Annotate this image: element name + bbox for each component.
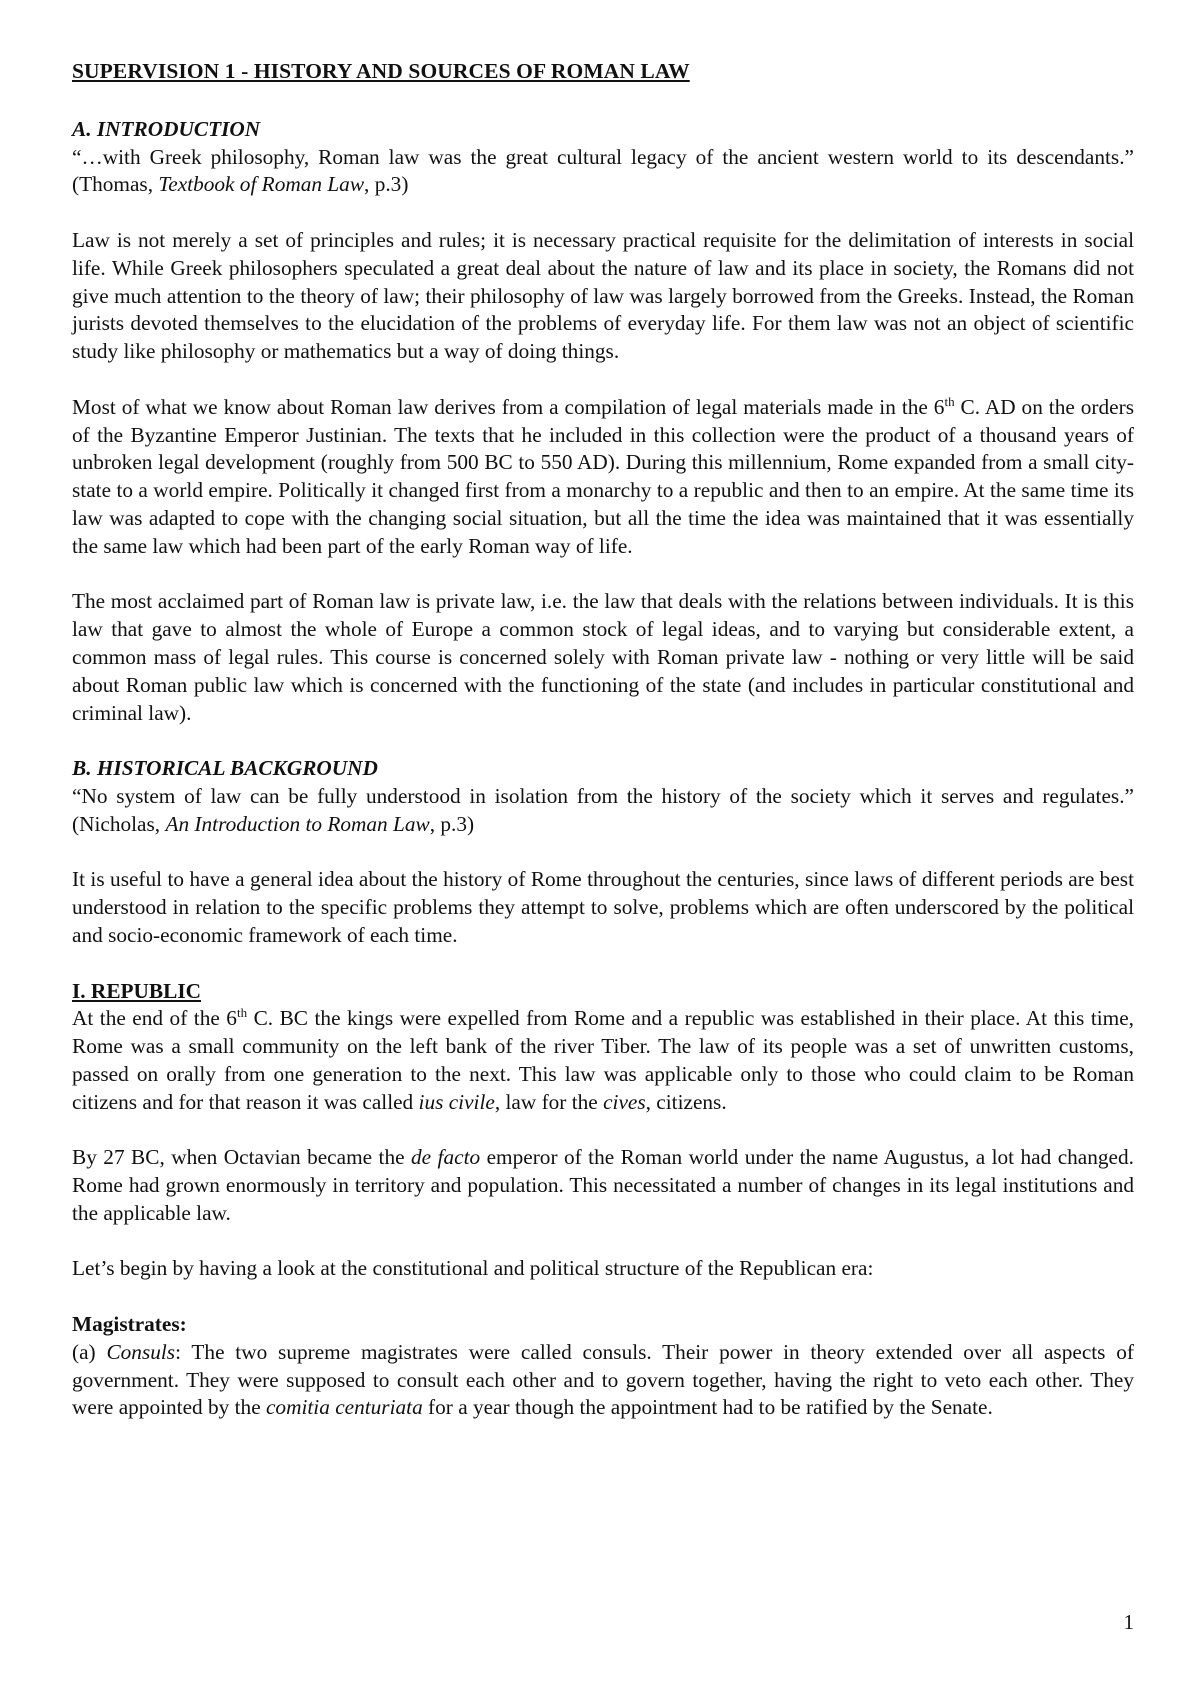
background-quote-text: “No system of law can be fully understood in isolation from the history of the society which it serves and regulates.” (Nicholas, bbox=[72, 783, 1134, 836]
intro-paragraph-1: Law is not merely a set of principles and rules; it is necessary practical requisite for the delimitation of interests in social life. While Greek philosophers speculated a great deal about the nature of law and its place in society, the Romans did not give much attention to the theory of law; their philosophy of law was largely borrowed from the Greeks. Instead, the Roman jurists devoted themselves to the elucidation of the problems of everyday life. For them law was not an object of scientific study like philosophy or mathematics but a way of doing things. bbox=[72, 227, 1134, 364]
document-page bbox=[72, 58, 1134, 1422]
republic-para1-d: , citizens. bbox=[645, 1089, 727, 1114]
intro-quote-text: “…with Greek philosophy, Roman law was the great cultural legacy of the ancient western world to its descendants.” (Thomas, bbox=[72, 144, 1134, 197]
consuls-prefix: (a) bbox=[72, 1339, 107, 1364]
background-quote bbox=[72, 783, 1134, 839]
intro-paragraph-3: The most acclaimed part of Roman law is private law, i.e. the law that deals with the relations between individuals. It is this law that gave to almost the whole of Europe a common stock of legal ideas, and to varying but considerable extent, a common mass of legal rules. This course is concerned solely with Roman private law - nothing or very little will be said about Roman public law which is concerned with the functioning of the state (and includes in particular constitutional and criminal law). bbox=[72, 589, 1134, 725]
consuls-paragraph bbox=[72, 1339, 1134, 1422]
intro-quote-book: Textbook of Roman Law bbox=[158, 172, 365, 197]
background-quote-book: An Introduction to Roman Law bbox=[165, 811, 430, 836]
republic-term-ius-civile: ius civile bbox=[418, 1089, 495, 1114]
republic-para2-b: emperor of the Roman world under the name Augustus, a lot had changed. Rome had grown enormously in territory and population. This necessitated a number of changes in its legal institutions and the applicable law. bbox=[72, 1145, 1134, 1225]
magistrates-heading: Magistrates: bbox=[72, 1312, 187, 1337]
republic-term-cives: cives bbox=[603, 1089, 646, 1114]
intro-para2-b: C. AD on the orders of the Byzantine Emperor Justinian. The texts that he included in this collection were the product of a thousand years of unbroken legal development (roughly from 500 BC to 550 AD). During this millennium, Rome expanded from a small city-state to a world empire. Politically it changed first from a monarchy to a republic and then to an empire. At the same time its law was adapted to cope with the changing social situation, but all the time the idea was maintained that it was essentially the same law which had been part of the early Roman way of life. bbox=[72, 394, 1134, 558]
intro-para2-a: Most of what we know about Roman law derives from a compilation of legal materials made in the 6 bbox=[72, 394, 945, 419]
section-heading-introduction: A. INTRODUCTION bbox=[72, 116, 261, 141]
intro-para2-sup: th bbox=[944, 393, 955, 409]
section-heading-republic: I. REPUBLIC bbox=[72, 978, 201, 1003]
consuls-text-b: for a year though the appointment had to be ratified by the Senate. bbox=[422, 1395, 993, 1420]
republic-para1-b: C. BC the kings were expelled from Rome and a republic was established in their place. At this time, Rome was a small community on the left bank of the river Tiber. The law of its people was a set of unwritten customs, passed on orally from one generation to the next. This law was applicable only to those who could claim to be Roman citizens and for that reason it was called bbox=[72, 1006, 1135, 1114]
intro-paragraph-2 bbox=[72, 394, 1134, 561]
consuls-term-comitia: comitia centuriata bbox=[265, 1395, 423, 1420]
background-quote-page: , p.3) bbox=[429, 811, 475, 836]
republic-para1-a: At the end of the 6 bbox=[72, 1006, 237, 1031]
republic-paragraph-1 bbox=[72, 1005, 1134, 1116]
document-title: SUPERVISION 1 - HISTORY AND SOURCES OF ROMAN LAW bbox=[72, 59, 690, 83]
section-heading-historical-background: B. HISTORICAL BACKGROUND bbox=[72, 756, 378, 781]
republic-para2-a: By 27 BC, when Octavian became the bbox=[72, 1145, 412, 1170]
background-paragraph-1: It is useful to have a general idea about the history of Rome throughout the centuries, since laws of different periods are best understood in relation to the specific problems they attempt to solve, problems which are often underscored by the political and socio-economic framework of each time. bbox=[72, 867, 1134, 947]
republic-paragraph-3: Let’s begin by having a look at the constitutional and political structure of the Republican era: bbox=[72, 1256, 874, 1281]
republic-para1-c: , law for the bbox=[494, 1089, 604, 1114]
intro-quote bbox=[72, 144, 1134, 200]
republic-paragraph-2 bbox=[72, 1144, 1134, 1227]
page-number: 1 bbox=[1123, 1610, 1134, 1634]
republic-term-de-facto: de facto bbox=[411, 1145, 481, 1170]
consuls-term: Consuls bbox=[106, 1339, 176, 1364]
consuls-text-a: : The two supreme magistrates were called consuls. Their power in theory extended over all aspects of government. They were supposed to consult each other and to govern together, having the right to veto each other. They were appointed by the bbox=[72, 1339, 1134, 1420]
republic-para1-sup: th bbox=[236, 1005, 248, 1021]
intro-quote-page: , p.3) bbox=[364, 172, 409, 197]
